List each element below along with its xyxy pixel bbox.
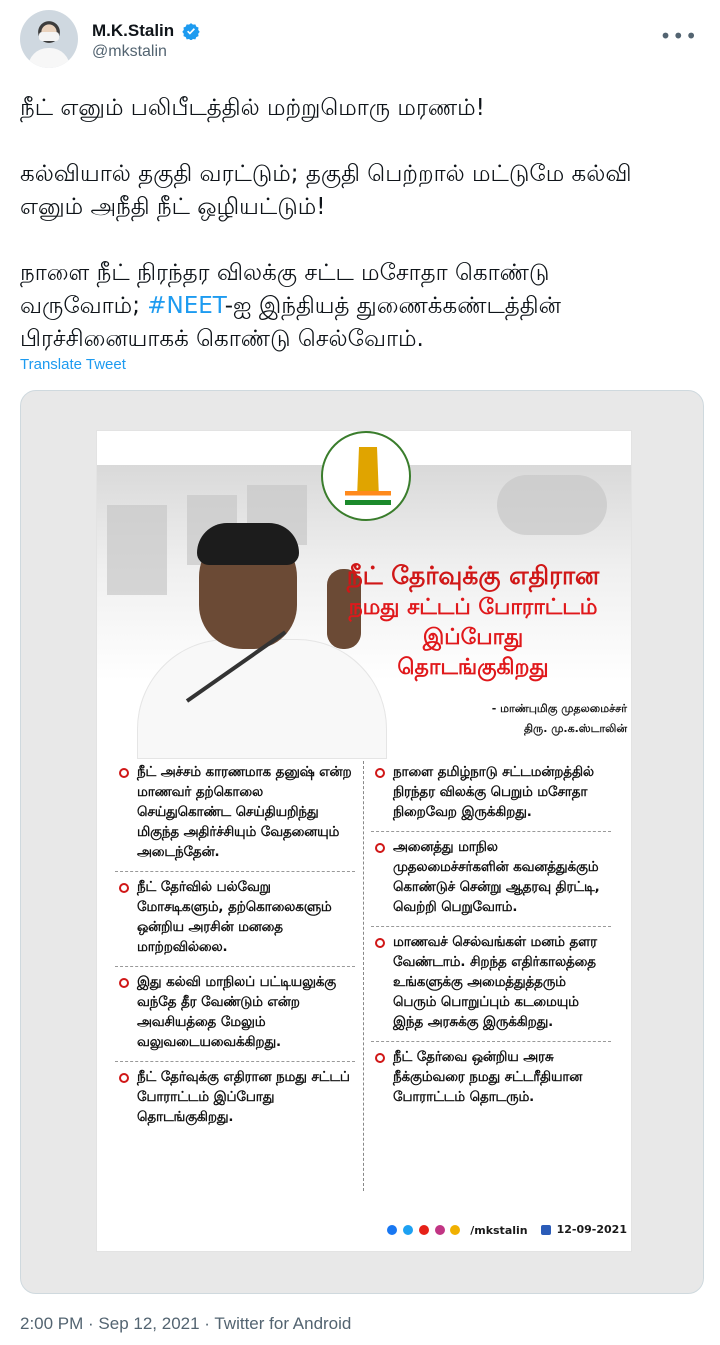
bullet-circle-icon [375, 1053, 385, 1063]
poster-attribution [417, 699, 627, 739]
poster-point: நாளை தமிழ்நாடு சட்டமன்றத்தில் நிரந்தர விலக்கு பெறும் மசோதா நிறைவேற இருக்கிறது. [371, 757, 611, 832]
youtube-icon [419, 1225, 429, 1235]
headline-line: நீட் தேர்வுக்கு எதிரான [346, 561, 600, 590]
avatar-mask [39, 32, 59, 41]
facebook-icon [387, 1225, 397, 1235]
poster-handle: /mkstalin [470, 1223, 528, 1237]
author-handle[interactable]: @mkstalin [92, 42, 167, 60]
avatar-shirt [28, 48, 70, 68]
tweet-text-fragment: -ஐ இந்தியத் துணைக்கண்டத்தின் [224, 293, 561, 319]
bullet-circle-icon [119, 768, 129, 778]
left-points-column [115, 757, 355, 1136]
right-points-column [371, 757, 611, 1116]
translate-tweet-link[interactable]: Translate Tweet [20, 356, 126, 373]
tweet-timestamp[interactable]: 2:00 PM · Sep 12, 2021 · Twitter for Android [20, 1314, 352, 1333]
author-block[interactable] [92, 20, 200, 61]
tweet-header [20, 10, 700, 74]
poster-point: நீட் தேர்வை ஒன்றிய அரசு நீக்கும்வரை நமது சட்டரீதியான போராட்டம் தொடரும். [371, 1042, 611, 1116]
bullet-circle-icon [375, 843, 385, 853]
attribution-line: - மாண்புமிகு முதலமைச்சர் [491, 702, 627, 715]
avatar[interactable] [20, 10, 78, 68]
bullet-circle-icon [119, 1073, 129, 1083]
tweet-line: நாளை நீட் நிரந்தர விலக்கு சட்ட மசோதா கொண்டு [20, 260, 550, 286]
bullet-circle-icon [375, 768, 385, 778]
poster-headline [325, 559, 621, 683]
tweet-text [20, 92, 700, 356]
poster-date: 12-09-2021 [541, 1223, 627, 1236]
headline-line: நமது சட்டப் போராட்டம் [348, 595, 598, 620]
koo-icon [450, 1225, 460, 1235]
more-options-icon[interactable]: ••• [659, 24, 698, 48]
poster-point: நீட் தேர்வில் பல்வேறு மோசடிகளும், தற்கொலைகளும் ஒன்றிய அரசின் மனதை மாற்றவில்லை. [115, 872, 355, 967]
headline-line: இப்போது [422, 625, 524, 650]
tweet-line: பிரச்சினையாகக் கொண்டு செல்வோம். [20, 326, 424, 352]
poster-point: நீட் தேர்வுக்கு எதிரான நமது சட்டப் போராட்டம் இப்போது தொடங்குகிறது. [115, 1062, 355, 1136]
poster-point: நீட் அச்சம் காரணமாக தனுஷ் என்ற மாணவர் தற்கொலை செய்துகொண்ட செய்தியறிந்து மிகுந்த அதிர்ச்சியும் வேதனையும் அடைந்தேன். [115, 757, 355, 872]
display-name[interactable]: M.K.Stalin [92, 20, 175, 40]
calendar-icon [541, 1225, 551, 1235]
verified-badge-icon [182, 22, 200, 40]
bullet-circle-icon [375, 938, 385, 948]
poster-image [97, 431, 631, 1251]
tn-emblem-icon [321, 431, 411, 521]
poster-point: அனைத்து மாநில முதலமைச்சர்களின் கவனத்துக்கும் கொண்டுச் சென்று ஆதரவு திரட்டி, வெற்றி பெறுவோம். [371, 832, 611, 927]
attribution-line: திரு. மு.க.ஸ்டாலின் [523, 722, 627, 735]
column-divider [363, 761, 364, 1191]
tweet-line: நீட் எனும் பலிபீடத்தில் மற்றுமொரு மரணம்! [20, 95, 485, 121]
poster-footer [387, 1223, 627, 1243]
poster-point: இது கல்வி மாநிலப் பட்டியலுக்கு வந்தே தீர வேண்டும் என்ற அவசியத்தை மேலும் வலுவடையவைக்கிறது. [115, 967, 355, 1062]
instagram-icon [435, 1225, 445, 1235]
twitter-icon [403, 1225, 413, 1235]
tweet-line: எனும் அநீதி நீட் ஒழியட்டும்! [20, 194, 326, 220]
tweet-media[interactable] [20, 390, 704, 1294]
poster-points [115, 757, 615, 1197]
tweet-line [20, 290, 700, 323]
headline-line: தொடங்குகிறது [397, 655, 549, 680]
hashtag-link[interactable]: #NEET [147, 293, 225, 319]
poster-point: மாணவச் செல்வங்கள் மனம் தளர வேண்டாம். சிறந்த எதிர்காலத்தை உங்களுக்கு அமைத்துத்தரும் பெரும் பொறுப்பும் கடமையும் இந்த அரசுக்கு இருக்கிறது. [371, 927, 611, 1042]
tweet-line: கல்வியால் தகுதி வரட்டும்; தகுதி பெற்றால் மட்டுமே கல்வி [20, 161, 632, 187]
bullet-circle-icon [119, 883, 129, 893]
tweet-text-fragment: வருவோம்; [20, 293, 148, 319]
bullet-circle-icon [119, 978, 129, 988]
